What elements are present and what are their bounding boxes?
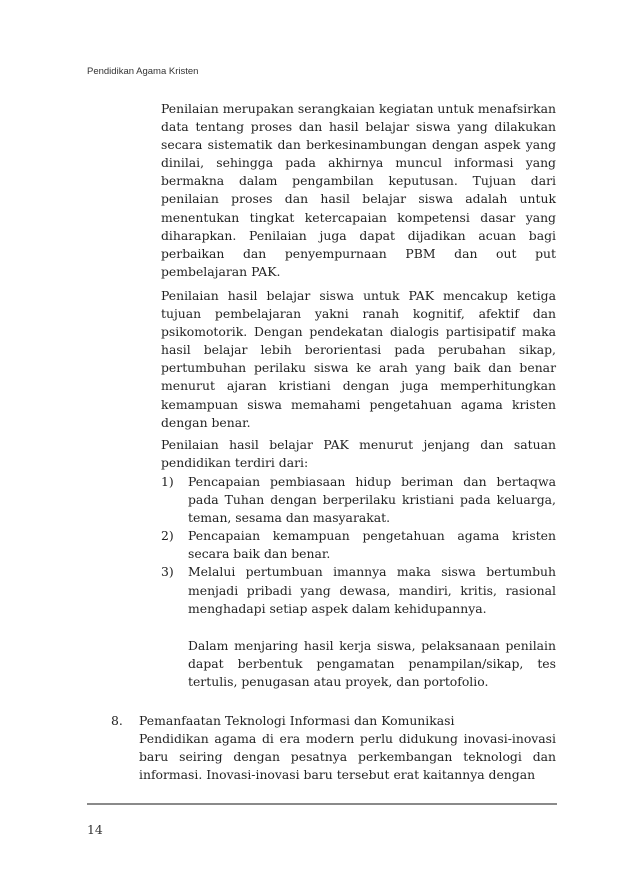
list-item-number: 1) — [161, 474, 174, 489]
section-title: Pemanfaatan Teknologi Informasi dan Komunikasi — [139, 713, 455, 728]
list-item — [161, 563, 556, 617]
list-item-number: 2) — [161, 528, 174, 544]
list-item-text: Pencapaian pembiasaan hidup beriman dan bertaqwa pada Tuhan dengan berperilaku kristiani pada keluarga, teman, sesama dan masyarakat. — [188, 474, 556, 526]
assessment-list — [161, 473, 556, 618]
section-body: Pendidikan agama di era modern perlu didukung inovasi-inovasi baru seiring dengan pesatnya perkembangan teknologi dan informasi. Inovasi-inovasi baru tersebut erat kaitannya dengan — [139, 731, 556, 783]
footer-divider — [87, 803, 557, 805]
section-number: 8. — [111, 713, 123, 728]
paragraph-assessment-levels: Penilaian hasil belajar PAK menurut jenjang dan satuan pendidikan terdiri dari: — [161, 437, 556, 471]
running-title: Pendidikan Agama Kristen — [87, 66, 199, 77]
section-8 — [111, 712, 556, 784]
list-item-text: Melalui pertumbuan imannya maka siswa bertumbuh menjadi pribadi yang dewasa, mandiri, kritis, rasional menghadapi setiap aspek dalam kehidupannya. — [188, 564, 556, 616]
list-item — [161, 527, 556, 563]
paragraph-assessment-definition: Penilaian merupakan serangkaian kegiatan untuk menafsirkan data tentang proses dan hasil belajar siswa yang dilakukan secara sistematik dan berkesinambungan dengan aspek yang dinilai, sehingga pada akhirnya muncul informasi yang bermakna dalam pengambilan keputusan. Tujuan dari penilaian proses dan hasil belajar siswa adalah untuk menentukan tingkat ketercapaian kompetensi dasar yang diharapkan. Penilaian juga dapat dijadikan acuan bagi perbaikan dan penyempurnaan PBM dan out put pembelajaran PAK. — [161, 101, 556, 279]
list-item-number: 3) — [161, 564, 174, 580]
list-item — [161, 473, 556, 527]
section-heading — [111, 712, 556, 730]
paragraph-assessment-scope: Penilaian hasil belajar siswa untuk PAK mencakup ketiga tujuan pembelajaran yakni ranah kognitif, afektif dan psikomotorik. Dengan pendekatan dialogis partisipatif maka hasil belajar lebih berorientasi pada perubahan sikap, pertumbuhan perilaku siswa ke arah yang baik dan benar menurut ajaran kristiani dengan juga memperhitungkan kemampuan siswa memahami pengetahuan agama kristen dengan benar. — [161, 288, 556, 430]
paragraph-assessment-forms: Dalam menjaring hasil kerja siswa, pelaksanaan penilain dapat berbentuk pengamatan penampilan/sikap, tes tertulis, penugasan atau proyek, dan portofolio. — [188, 638, 556, 690]
list-item-text: Pencapaian kemampuan pengetahuan agama kristen secara baik dan benar. — [188, 528, 556, 562]
page-number: 14 — [87, 822, 103, 837]
